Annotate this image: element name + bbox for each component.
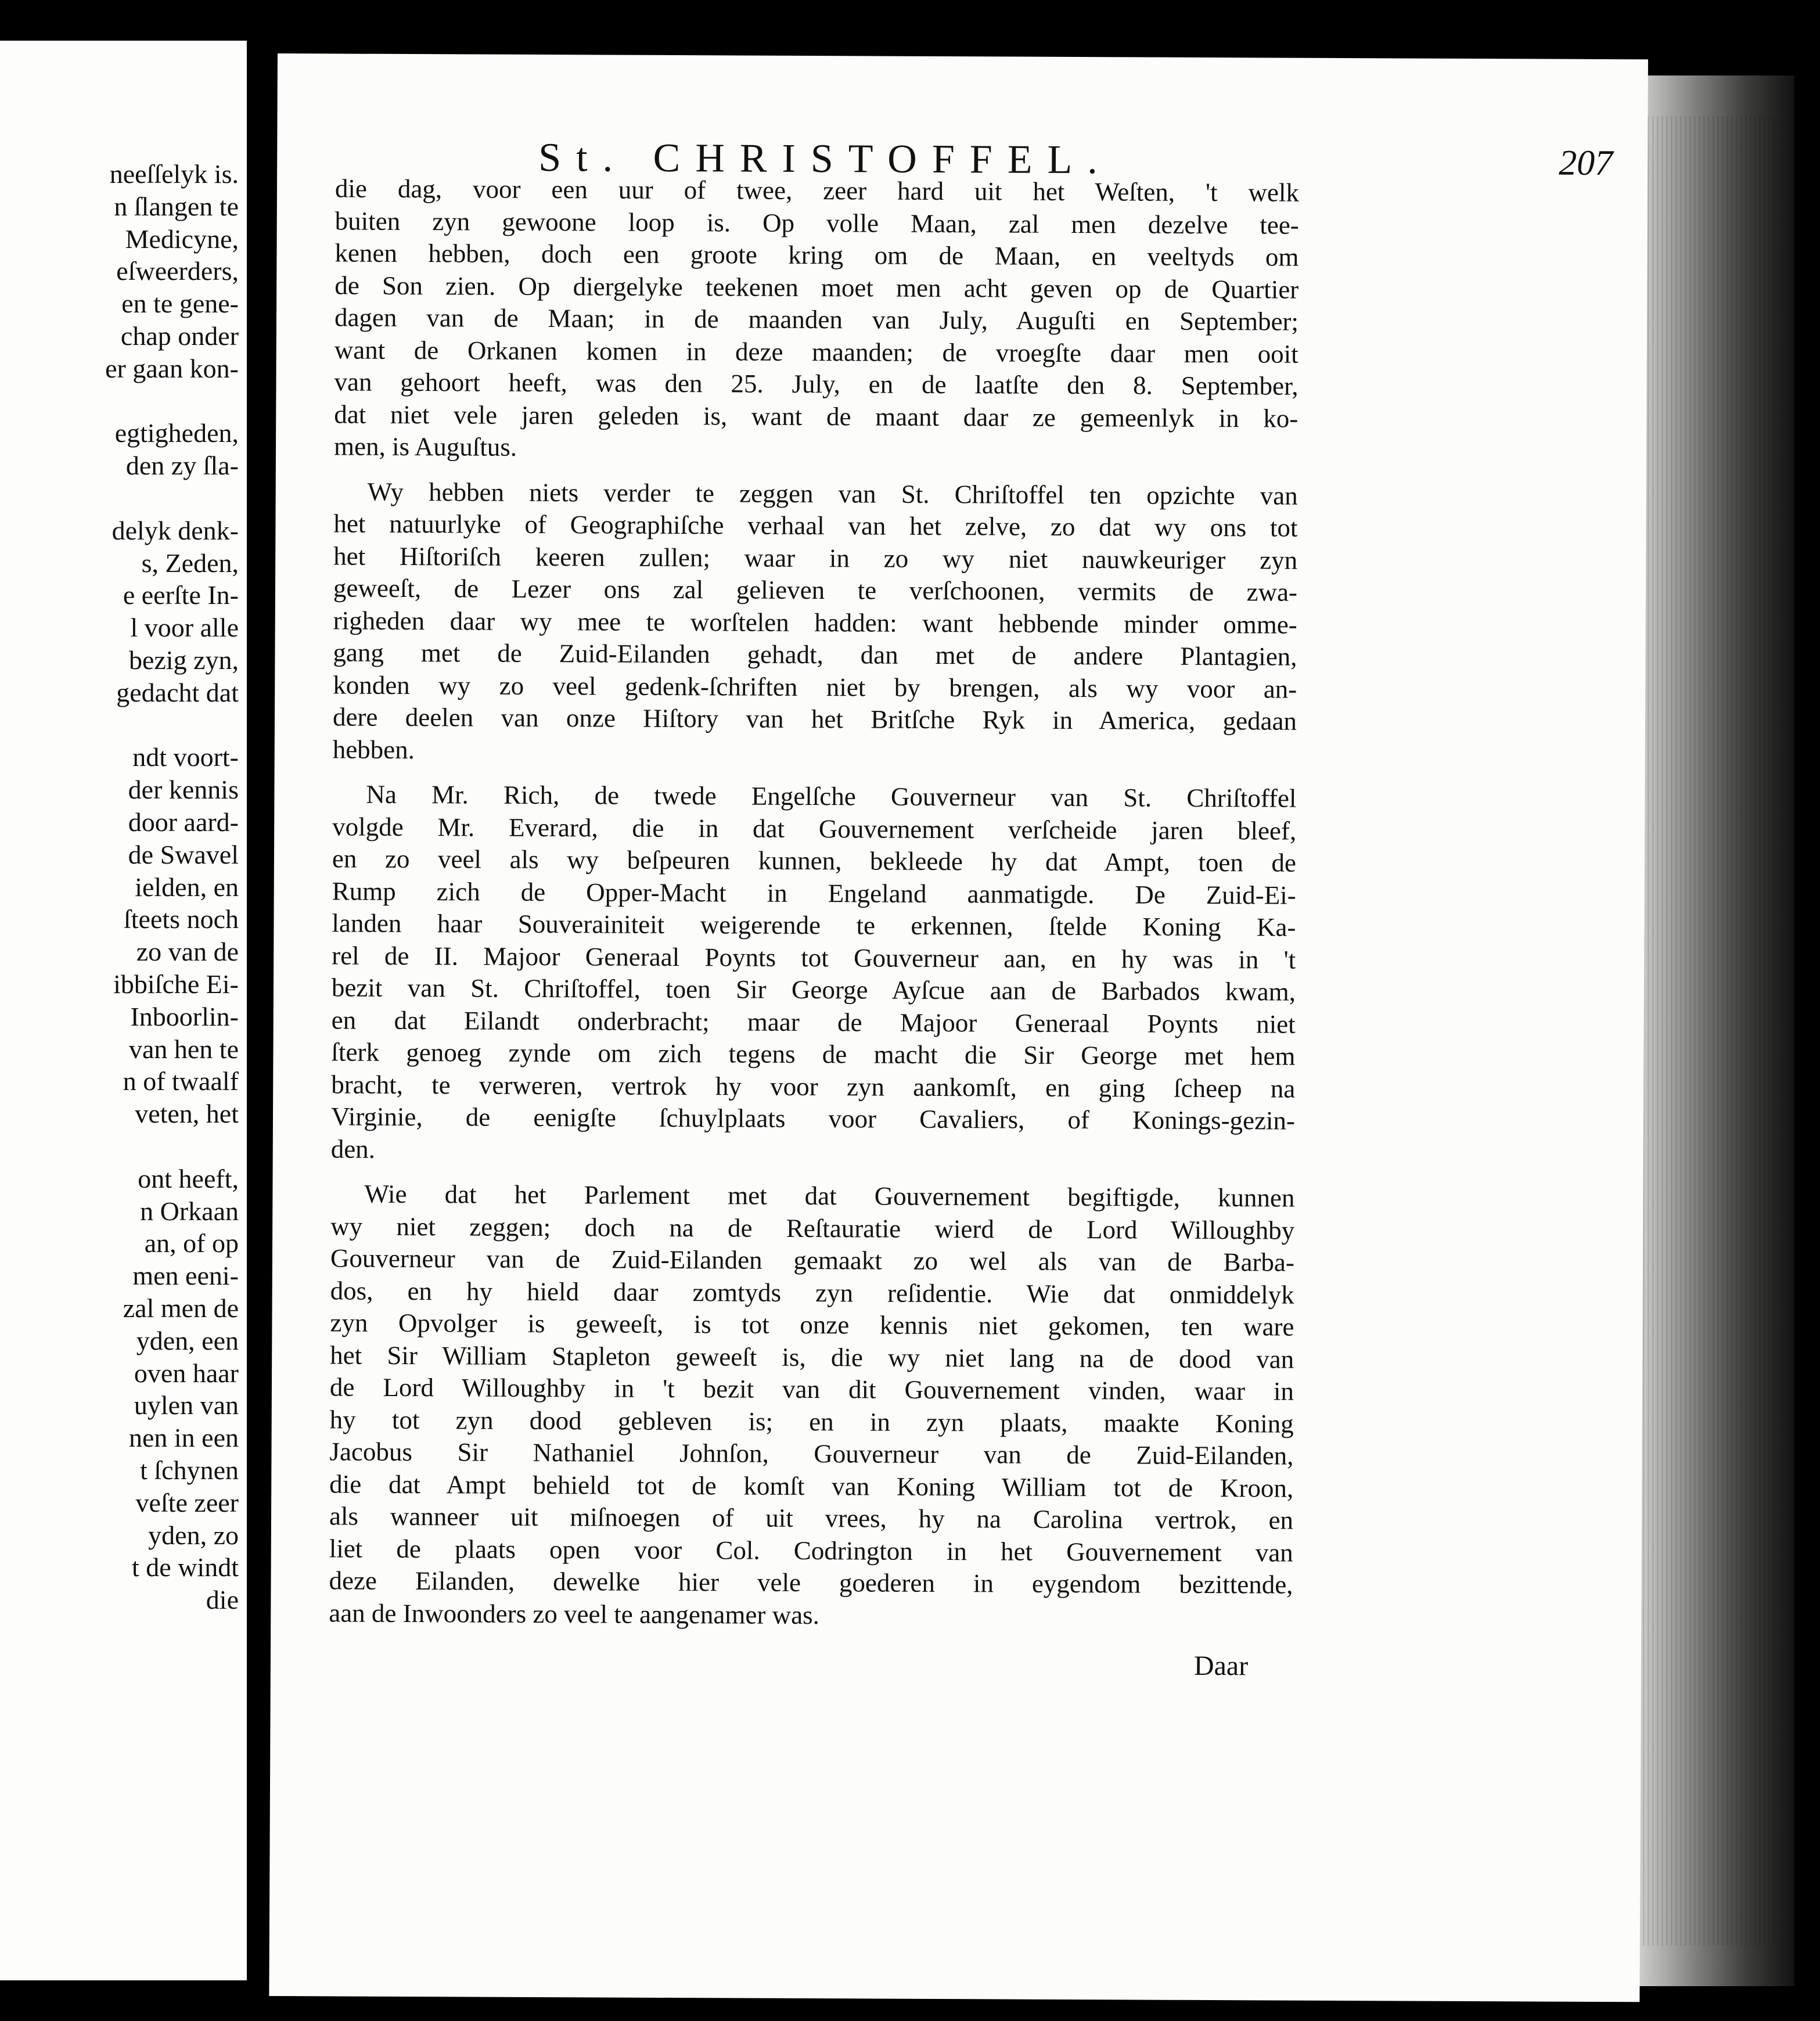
text-line: dere deelen van onze Hiſtory van het Britſche Ryk in America, gedaan [332, 702, 1297, 736]
left-page-line: zal men de [123, 1293, 239, 1323]
left-page-line: eſweerders, [116, 256, 239, 286]
page-number: 207 [1559, 143, 1613, 184]
left-page-line: ielden, en [135, 872, 239, 902]
text-line: het natuurlyke of Geographiſche verhaal van het zelve, zo dat wy ons tot [333, 509, 1298, 542]
left-page-line: egtigheden, [114, 418, 239, 448]
text-line: kenen hebben, doch een groote kring om de Maan, en veeltyds om [334, 238, 1299, 272]
left-page-line: yden, zo [148, 1520, 239, 1550]
left-page-line: oven haar [134, 1358, 239, 1388]
left-page-line: die [206, 1585, 239, 1615]
text-line: ſterk genoeg zynde om zich tegens de macht die Sir George met hem [331, 1037, 1296, 1071]
left-page-line: l voor alle [130, 613, 239, 643]
text-line: aan de Inwoonders zo veel te aangenamer was. [329, 1598, 819, 1630]
left-page-line: chap onder [120, 321, 239, 351]
left-page-line: gedacht dat [116, 677, 239, 707]
text-line: Wie dat het Parlement met dat Gouvernement begiftigde, kunnen [364, 1179, 1295, 1213]
left-page-line: neeſſelyk is. [109, 159, 239, 189]
text-line: buiten zyn gewoone loop is. Op volle Maan, zal men dezelve tee- [334, 206, 1299, 240]
left-page-line: n Orkaan [140, 1196, 239, 1226]
text-line: Rump zich de Opper-Macht in Engeland aanmatigde. De Zuid-Ei- [332, 876, 1296, 910]
text-line: volgde Mr. Everard, die in dat Gouvernement verſcheide jaren bleef, [332, 811, 1297, 846]
text-line: deze Eilanden, dewelke hier vele goederen in eygendom bezittende, [329, 1566, 1293, 1599]
left-page-line: en te gene- [121, 289, 239, 319]
text-line: liet de plaats open voor Col. Codrington in het Gouvernement van [329, 1533, 1293, 1567]
text-line: hebben. [332, 734, 415, 764]
left-page-line: bezig zyn, [128, 645, 239, 675]
text-line: als wanneer uit miſnoegen of uit vrees, hy na Carolina vertrok, en [329, 1501, 1294, 1535]
left-page-line: Medicyne, [125, 224, 239, 254]
left-page-line: de Swavel [128, 839, 239, 869]
left-page-line: s, Zeden, [141, 548, 239, 578]
left-page-line: t de windt [132, 1552, 239, 1583]
left-page-line: veten, het [135, 1099, 239, 1129]
paragraph [329, 1178, 1294, 1633]
text-line: landen haar Souverainiteit weigerende te erkennen, ſtelde Koning Ka- [332, 908, 1296, 942]
text-line: het Hiſtoriſch keeren zullen; waar in zo wy niet nauwkeuriger zyn [333, 541, 1298, 575]
left-page-line: der kennis [128, 775, 239, 805]
text-line: righeden daar wy mee te worſtelen hadden: want hebbende minder omme- [333, 605, 1297, 639]
text-line: en dat Eilandt onderbracht; maar de Majoor Generaal Poynts niet [331, 1005, 1296, 1039]
paragraph [334, 172, 1299, 467]
text-line: de Son zien. Op diergelyke teekenen moet men acht geven op de Quartier [334, 270, 1299, 304]
page-edge-texture [1626, 116, 1777, 1946]
book-page [269, 53, 1648, 2002]
text-line: wy niet zeggen; doch na de Reſtauratie wierd de Lord Willoughby [330, 1211, 1295, 1245]
left-page-line: ont heeft, [138, 1163, 239, 1193]
text-line: die dat Ampt behield tot de komſt van Koning William tot de Kroon, [329, 1469, 1294, 1503]
text-line: en zo veel als wy beſpeuren kunnen, bekleede hy dat Ampt, toen de [332, 844, 1297, 878]
text-line: dat niet vele jaren geleden is, want de maant daar ze gemeenlyk in ko- [334, 399, 1299, 433]
left-page-line: ſteets noch [124, 904, 239, 934]
paragraph [333, 476, 1298, 770]
left-page-line: uylen van [134, 1390, 239, 1421]
text-line: Virginie, de eenigſte ſchuylplaats voor Cavaliers, of Konings-gezin- [330, 1102, 1296, 1135]
left-page-line: ndt voort- [132, 742, 239, 772]
left-page-line: delyk denk- [111, 515, 239, 545]
text-line: geweeſt, de Lezer ons zal gelieven te verſchoonen, vermits de zwa- [333, 573, 1298, 607]
left-page-line: er gaan kon- [105, 353, 239, 383]
catchword: Daar [1193, 1650, 1249, 1682]
text-line: het Sir William Stapleton geweeſt is, die wy niet lang na de dood van [330, 1340, 1294, 1374]
left-page-line: yden, een [136, 1325, 239, 1355]
text-line: Na Mr. Rich, de twede Engelſche Gouverneur van St. Chriſtoffel [366, 779, 1297, 813]
text-line: dos, en hy hield daar zomtyds zyn reſidentie. Wie dat onmiddelyk [330, 1275, 1294, 1310]
text-line: Jacobus Sir Nathaniel Johnſon, Gouverneur van de Zuid-Eilanden, [329, 1437, 1294, 1470]
left-page-line: t ſchynen [140, 1455, 239, 1485]
text-line: van gehoort heeft, was den 25. July, en de laatſte den 8. September, [334, 367, 1299, 401]
left-page-line: e eerſte In- [123, 580, 239, 610]
left-page-line: zo van de [136, 937, 239, 967]
left-page-line: nen in een [128, 1423, 239, 1453]
text-line: dagen van de Maan; in de maanden van July, Auguſti en September; [334, 303, 1299, 336]
text-line: rel de II. Majoor Generaal Poynts tot Gouverneur aan, en hy was in 't [332, 940, 1296, 974]
left-page-line: den zy ſla- [125, 451, 239, 481]
text-line: den. [330, 1134, 376, 1164]
left-page-line: men eeni- [132, 1261, 239, 1291]
page-body [329, 172, 1299, 1633]
text-line: konden wy zo veel gedenk-ſchriften niet by brengen, als wy voor an- [333, 670, 1297, 704]
text-line: Gouverneur van de Zuid-Eilanden gemaakt zo wel als van de Barba- [330, 1243, 1295, 1277]
left-page-line: n ſlangen te [114, 191, 239, 221]
text-line: de Lord Willoughby in 't bezit van dit Gouvernement vinden, waar in [329, 1372, 1294, 1406]
left-page-line: an, of op [144, 1228, 239, 1258]
paragraph [331, 778, 1297, 1169]
left-page-line: van hen te [128, 1034, 239, 1064]
left-page-line: door aard- [128, 807, 239, 837]
text-line: gang met de Zuid-Eilanden gehadt, dan met de andere Plantagien, [333, 638, 1297, 671]
text-line: Wy hebben niets verder te zeggen van St. Chriſtoffel ten opzichte van [367, 477, 1298, 510]
text-line: bezit van St. Chriſtoffel, toen Sir George Ayſcue aan de Barbados kwam, [331, 973, 1296, 1006]
text-line: men, is Auguſtus. [333, 431, 517, 462]
text-line: die dag, voor een uur of twee, zeer hard uit het Weſten, 't welk [334, 174, 1300, 207]
text-line: hy tot zyn dood gebleven is; en in zyn plaats, maakte Koning [329, 1404, 1294, 1439]
text-line: bracht, te verweren, vertrok hy voor zyn aankomſt, en ging ſcheep na [331, 1069, 1296, 1103]
previous-page-fragment [0, 41, 247, 1980]
left-page-line: n of twaalf [123, 1066, 239, 1096]
left-page-line: Inboorlin- [130, 1001, 239, 1031]
running-title: St. CHRISTOFFEL. [538, 135, 1113, 183]
text-line: zyn Opvolger is geweeſt, is tot onze kennis niet gekomen, ten ware [330, 1308, 1294, 1342]
left-page-line: veſte zeer [135, 1487, 239, 1517]
text-line: want de Orkanen komen in deze maanden; de vroegſte daar men ooit [334, 335, 1299, 369]
left-page-line: ibbiſche Ei- [113, 969, 239, 999]
